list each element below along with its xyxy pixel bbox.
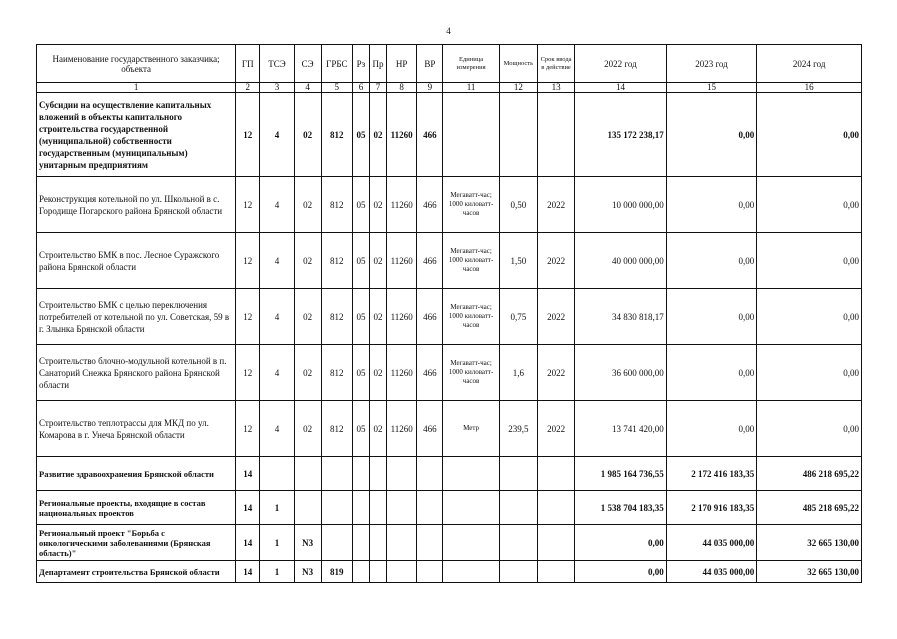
cell-term: 2022: [537, 401, 574, 457]
cell-tse: 1: [260, 525, 294, 561]
cell-np: 11260: [387, 401, 417, 457]
header-capacity: Мощность: [499, 45, 537, 83]
cell-tse: 4: [260, 289, 294, 345]
cell-se: [294, 491, 321, 525]
cell-gp: 12: [236, 401, 260, 457]
cell-pr: 02: [369, 177, 386, 233]
cell-vr: [417, 457, 443, 491]
budget-table: [36, 44, 862, 583]
header-se: СЭ: [294, 45, 321, 83]
cell-rz: 05: [352, 289, 369, 345]
cell-gp: 12: [236, 289, 260, 345]
header-2022: 2022 год: [575, 45, 667, 83]
table-row: [37, 457, 862, 491]
column-number: 6: [352, 83, 369, 93]
cell-2023: 2 172 416 183,35: [666, 457, 757, 491]
cell-se: N3: [294, 561, 321, 583]
cell-se: 02: [294, 401, 321, 457]
column-number: 2: [236, 83, 260, 93]
cell-term: 2022: [537, 233, 574, 289]
table-row: [37, 491, 862, 525]
cell-2024: 0,00: [757, 93, 862, 177]
cell-se: 02: [294, 233, 321, 289]
cell-np: 11260: [387, 289, 417, 345]
column-number: 12: [499, 83, 537, 93]
header-unit: Единица измерения: [443, 45, 499, 83]
cell-gp: 14: [236, 457, 260, 491]
cell-2024: 485 218 695,22: [757, 491, 862, 525]
cell-gp: 14: [236, 491, 260, 525]
cell-unit: Мегаватт-час; 1000 киловатт-часов: [443, 345, 499, 401]
column-number: 7: [369, 83, 386, 93]
cell-pr: 02: [369, 401, 386, 457]
cell-se: 02: [294, 93, 321, 177]
cell-pr: 02: [369, 93, 386, 177]
cell-capacity: 239,5: [499, 401, 537, 457]
cell-rz: 05: [352, 345, 369, 401]
cell-vr: 466: [417, 401, 443, 457]
cell-pr: [369, 525, 386, 561]
table-row: [37, 233, 862, 289]
table-row: [37, 289, 862, 345]
cell-unit: [443, 93, 499, 177]
cell-unit: Мегаватт-час; 1000 киловатт-часов: [443, 177, 499, 233]
cell-np: 11260: [387, 233, 417, 289]
cell-term: [537, 525, 574, 561]
cell-2023: 44 035 000,00: [666, 561, 757, 583]
cell-term: 2022: [537, 177, 574, 233]
cell-np: [387, 491, 417, 525]
cell-2022: 36 600 000,00: [575, 345, 667, 401]
row-name: Субсидии на осуществление капитальных вложений в объекты капитального строительства государственной (муниципальной) собственности государственным (муниципальным) унитарным предприятиям: [37, 93, 236, 177]
cell-term: 2022: [537, 345, 574, 401]
table-row: [37, 401, 862, 457]
cell-tse: 4: [260, 401, 294, 457]
cell-rz: 05: [352, 401, 369, 457]
cell-vr: 466: [417, 233, 443, 289]
cell-vr: 466: [417, 93, 443, 177]
cell-grbs: 812: [321, 289, 352, 345]
cell-2022: 40 000 000,00: [575, 233, 667, 289]
cell-pr: [369, 491, 386, 525]
cell-capacity: [499, 93, 537, 177]
cell-2024: 32 665 130,00: [757, 525, 862, 561]
cell-rz: [352, 491, 369, 525]
cell-tse: 4: [260, 233, 294, 289]
cell-gp: 12: [236, 345, 260, 401]
cell-se: 02: [294, 177, 321, 233]
row-name: Реконструкция котельной по ул. Школьной в с. Городище Погарского района Брянской области: [37, 177, 236, 233]
cell-2023: 0,00: [666, 289, 757, 345]
cell-rz: 05: [352, 177, 369, 233]
cell-pr: 02: [369, 345, 386, 401]
cell-capacity: [499, 525, 537, 561]
row-name: Департамент строительства Брянской области: [37, 561, 236, 583]
header-2023: 2023 год: [666, 45, 757, 83]
cell-se: N3: [294, 525, 321, 561]
column-number: 9: [417, 83, 443, 93]
cell-np: 11260: [387, 345, 417, 401]
cell-grbs: [321, 457, 352, 491]
header-tse: ТСЭ: [260, 45, 294, 83]
cell-2023: 0,00: [666, 177, 757, 233]
cell-unit: Мегаватт-час; 1000 киловатт-часов: [443, 289, 499, 345]
column-number: 4: [294, 83, 321, 93]
cell-np: [387, 525, 417, 561]
table-row: [37, 561, 862, 583]
cell-capacity: [499, 457, 537, 491]
cell-capacity: 0,75: [499, 289, 537, 345]
cell-vr: 466: [417, 289, 443, 345]
cell-capacity: [499, 561, 537, 583]
header-2024: 2024 год: [757, 45, 862, 83]
cell-2022: 10 000 000,00: [575, 177, 667, 233]
cell-unit: Мегаватт-час; 1000 киловатт-часов: [443, 233, 499, 289]
cell-vr: 466: [417, 177, 443, 233]
cell-2024: 0,00: [757, 401, 862, 457]
cell-grbs: 812: [321, 345, 352, 401]
cell-2024: 0,00: [757, 289, 862, 345]
row-name: Региональный проект "Борьба с онкологическими заболеваниями (Брянская область)": [37, 525, 236, 561]
cell-se: [294, 457, 321, 491]
row-name: Строительство БМК в пос. Лесное Суражского района Брянской области: [37, 233, 236, 289]
cell-2022: 0,00: [575, 561, 667, 583]
cell-capacity: 0,50: [499, 177, 537, 233]
cell-pr: [369, 457, 386, 491]
column-number: 1: [37, 83, 236, 93]
header-name: Наименование государственного заказчика; объекта: [37, 45, 236, 83]
cell-unit: [443, 525, 499, 561]
cell-rz: [352, 457, 369, 491]
cell-2024: 32 665 130,00: [757, 561, 862, 583]
cell-se: 02: [294, 345, 321, 401]
cell-np: [387, 561, 417, 583]
page-number: 4: [446, 26, 451, 36]
header-np: НР: [387, 45, 417, 83]
cell-2023: 0,00: [666, 345, 757, 401]
column-number: 3: [260, 83, 294, 93]
cell-2022: 135 172 238,17: [575, 93, 667, 177]
cell-capacity: 1,6: [499, 345, 537, 401]
row-name: Развитие здравоохранения Брянской области: [37, 457, 236, 491]
cell-np: 11260: [387, 93, 417, 177]
header-gp: ГП: [236, 45, 260, 83]
cell-2023: 0,00: [666, 233, 757, 289]
cell-rz: [352, 525, 369, 561]
cell-tse: 4: [260, 93, 294, 177]
cell-tse: 1: [260, 561, 294, 583]
column-number: 14: [575, 83, 667, 93]
cell-2022: 1 538 704 183,35: [575, 491, 667, 525]
cell-vr: [417, 525, 443, 561]
cell-2023: 44 035 000,00: [666, 525, 757, 561]
row-name: Региональные проекты, входящие в состав национальных проектов: [37, 491, 236, 525]
cell-2024: 486 218 695,22: [757, 457, 862, 491]
cell-2022: 0,00: [575, 525, 667, 561]
cell-unit: [443, 457, 499, 491]
header-row: [37, 45, 862, 83]
row-name: Строительство теплотрассы для МКД по ул. Комарова в г. Унеча Брянской области: [37, 401, 236, 457]
cell-grbs: [321, 525, 352, 561]
header-grbs: ГРБС: [321, 45, 352, 83]
cell-grbs: [321, 491, 352, 525]
cell-2023: 0,00: [666, 93, 757, 177]
cell-term: [537, 93, 574, 177]
cell-unit: Метр: [443, 401, 499, 457]
cell-tse: 1: [260, 491, 294, 525]
cell-2022: 13 741 420,00: [575, 401, 667, 457]
cell-unit: [443, 561, 499, 583]
cell-np: 11260: [387, 177, 417, 233]
cell-rz: 05: [352, 93, 369, 177]
cell-pr: 02: [369, 233, 386, 289]
row-name: Строительство БМК с целью переключения потребителей от котельной по ул. Советская, 59 в г. Злынка Брянской области: [37, 289, 236, 345]
cell-term: 2022: [537, 289, 574, 345]
cell-grbs: 812: [321, 177, 352, 233]
cell-np: [387, 457, 417, 491]
cell-rz: [352, 561, 369, 583]
cell-vr: 466: [417, 345, 443, 401]
cell-se: 02: [294, 289, 321, 345]
header-term: Срок ввода в действие: [537, 45, 574, 83]
column-number: 13: [537, 83, 574, 93]
cell-gp: 12: [236, 233, 260, 289]
column-number-row: [37, 83, 862, 93]
cell-term: [537, 561, 574, 583]
cell-2023: 2 170 916 183,35: [666, 491, 757, 525]
header-pr: Пр: [369, 45, 386, 83]
table-row: [37, 525, 862, 561]
row-name: Строительство блочно-модульной котельной в п. Санаторий Снежка Брянского района Брянской области: [37, 345, 236, 401]
column-number: 5: [321, 83, 352, 93]
cell-2022: 1 985 164 736,55: [575, 457, 667, 491]
cell-tse: 4: [260, 345, 294, 401]
column-number: 11: [443, 83, 499, 93]
cell-rz: 05: [352, 233, 369, 289]
cell-vr: [417, 561, 443, 583]
table-row: [37, 177, 862, 233]
cell-2022: 34 830 818,17: [575, 289, 667, 345]
column-number: 16: [757, 83, 862, 93]
column-number: 15: [666, 83, 757, 93]
cell-2024: 0,00: [757, 177, 862, 233]
cell-gp: 12: [236, 93, 260, 177]
column-number: 8: [387, 83, 417, 93]
table-row: [37, 345, 862, 401]
cell-2024: 0,00: [757, 345, 862, 401]
header-rz: Рз: [352, 45, 369, 83]
cell-grbs: 812: [321, 93, 352, 177]
cell-gp: 14: [236, 561, 260, 583]
cell-capacity: [499, 491, 537, 525]
cell-pr: 02: [369, 289, 386, 345]
cell-grbs: 812: [321, 401, 352, 457]
cell-vr: [417, 491, 443, 525]
cell-term: [537, 457, 574, 491]
cell-unit: [443, 491, 499, 525]
cell-tse: 4: [260, 177, 294, 233]
header-vr: ВР: [417, 45, 443, 83]
cell-term: [537, 491, 574, 525]
cell-tse: [260, 457, 294, 491]
cell-2023: 0,00: [666, 401, 757, 457]
cell-pr: [369, 561, 386, 583]
cell-capacity: 1,50: [499, 233, 537, 289]
cell-gp: 12: [236, 177, 260, 233]
cell-grbs: 819: [321, 561, 352, 583]
cell-grbs: 812: [321, 233, 352, 289]
cell-gp: 14: [236, 525, 260, 561]
cell-2024: 0,00: [757, 233, 862, 289]
table-row: [37, 93, 862, 177]
